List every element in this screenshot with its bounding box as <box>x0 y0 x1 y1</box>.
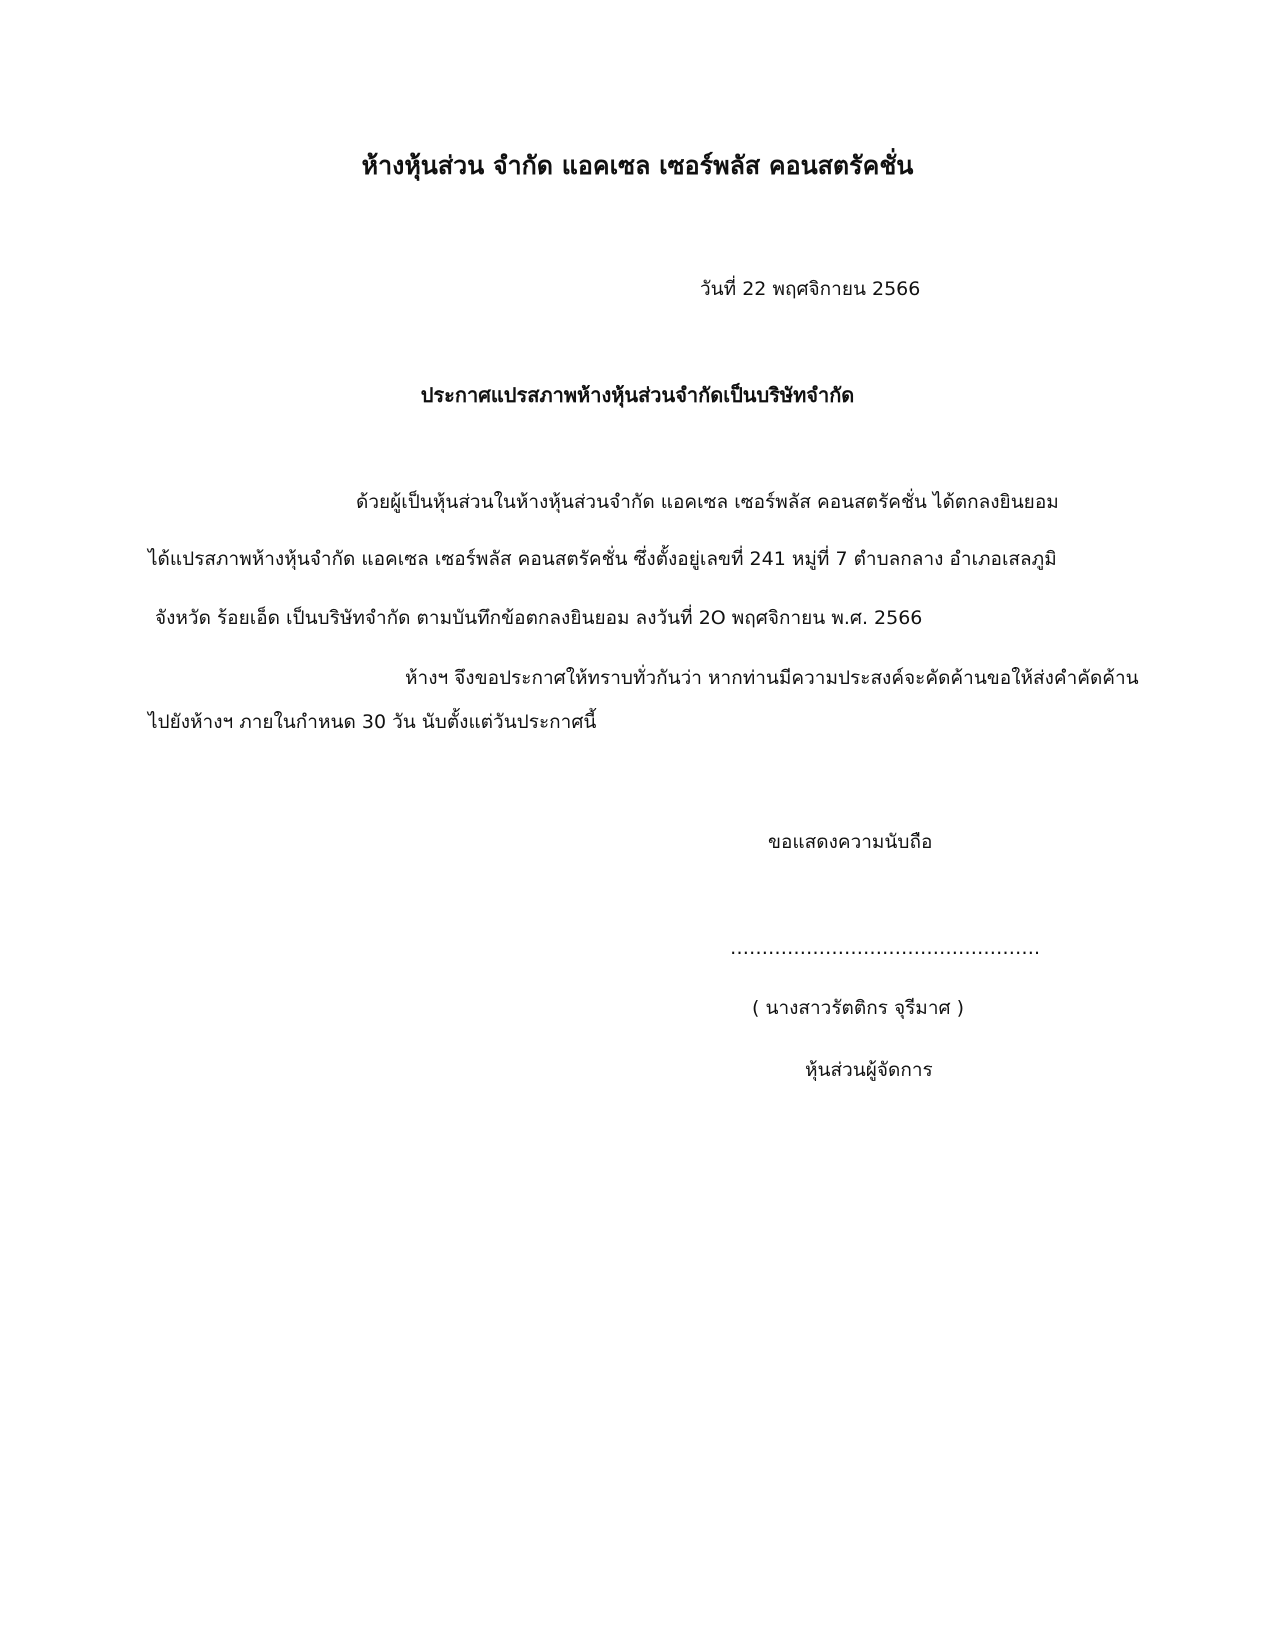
signer-role: หุ้นส่วนผู้จัดการ <box>805 1059 933 1081</box>
notice-body-line: ไปยังห้างฯ ภายในกำหนด 30 วัน นับตั้งแต่วันประกาศนี้ <box>148 711 597 733</box>
notice-body-line: ด้วยผู้เป็นหุ้นส่วนในห้างหุ้นส่วนจำกัด แอคเซล เซอร์พลัส คอนสตรัคชั่น ได้ตกลงยินยอม <box>356 491 1059 513</box>
document-date: วันที่ 22 พฤศจิกายน 2566 <box>700 278 921 300</box>
signature-line: …………………………………………. <box>730 937 1041 959</box>
notice-body-line: ห้างฯ จึงขอประกาศให้ทราบทั่วกันว่า หากท่านมีความประสงค์จะคัดค้านขอให้ส่งคำคัดค้าน <box>405 667 1139 689</box>
signer-name: ( นางสาวรัตติกร จุรีมาศ ) <box>752 997 964 1019</box>
notice-body-line: ได้แปรสภาพห้างหุ้นจำกัด แอคเซล เซอร์พลัส คอนสตรัคชั่น ซึ่งตั้งอยู่เลขที่ 241 หมู่ที่ 7 ตำบลกลาง อำเภอเสลภูมิ <box>148 548 1057 570</box>
notice-title: ประกาศแปรสภาพห้างหุ้นส่วนจำกัดเป็นบริษัทจำกัด <box>420 383 855 407</box>
closing-salutation: ขอแสดงความนับถือ <box>768 831 933 853</box>
company-title: ห้างหุ้นส่วน จำกัด แอคเซล เซอร์พลัส คอนสตรัคชั่น <box>361 151 914 180</box>
notice-body-line: จังหวัด ร้อยเอ็ด เป็นบริษัทจำกัด ตามบันทึกข้อตกลงยินยอม ลงวันที่ 2O พฤศจิกายน พ.ศ. 2566 <box>155 607 923 629</box>
